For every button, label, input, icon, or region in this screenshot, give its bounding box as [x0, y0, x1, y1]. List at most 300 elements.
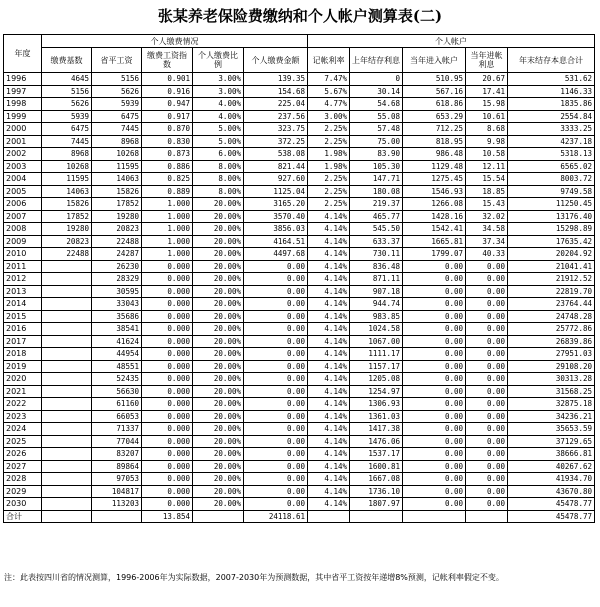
table-cell: 2.25% [308, 123, 350, 136]
table-cell: 1667.08 [350, 473, 403, 486]
table-cell: 1.000 [142, 248, 193, 261]
table-cell: 4.14% [308, 485, 350, 498]
table-cell [42, 260, 92, 273]
table-cell: 2554.84 [508, 110, 595, 123]
table-cell: 8.00% [193, 160, 244, 173]
table-cell: 24287 [92, 248, 142, 261]
table-cell: 0.00 [403, 498, 466, 511]
table-cell: 0.00 [244, 323, 308, 336]
year-cell: 合计 [4, 510, 42, 523]
table-cell: 0.00 [466, 423, 508, 436]
table-cell: 83207 [92, 448, 142, 461]
year-cell: 1996 [4, 73, 42, 86]
table-cell: 139.35 [244, 73, 308, 86]
header-col-current-in: 当年进入帐户 [403, 48, 466, 73]
table-cell: 0.00 [403, 273, 466, 286]
table-cell: 21912.52 [508, 273, 595, 286]
table-cell [193, 510, 244, 523]
table-cell: 1537.17 [350, 448, 403, 461]
table-cell [42, 485, 92, 498]
table-cell: 41934.70 [508, 473, 595, 486]
table-cell: 1125.04 [244, 185, 308, 198]
table-cell: 1.98% [308, 148, 350, 161]
table-cell: 0.00 [403, 423, 466, 436]
table-title: 张某养老保险费缴纳和个人帐户测算表(二) [157, 7, 443, 25]
table-cell: 97053 [92, 473, 142, 486]
table-cell: 10.58 [466, 148, 508, 161]
table-cell: 30313.28 [508, 373, 595, 386]
table-cell: 0.00 [403, 448, 466, 461]
table-cell [42, 410, 92, 423]
table-row [4, 260, 595, 273]
table-cell: 0.00 [244, 423, 308, 436]
table-cell: 1157.17 [350, 360, 403, 373]
year-cell: 2027 [4, 460, 42, 473]
table-cell: 4.14% [308, 435, 350, 448]
table-row [4, 285, 595, 298]
table-cell: 0 [350, 73, 403, 86]
table-cell: 531.62 [508, 73, 595, 86]
table-cell: 7445 [42, 135, 92, 148]
table-cell: 3.00% [193, 85, 244, 98]
table-cell: 4645 [42, 73, 92, 86]
table-cell: 0.000 [142, 298, 193, 311]
table-cell: 1266.08 [403, 198, 466, 211]
table-row [4, 135, 595, 148]
table-cell: 4.14% [308, 298, 350, 311]
table-cell: 20.00% [193, 423, 244, 436]
table-cell: 618.86 [403, 98, 466, 111]
table-cell: 44954 [92, 348, 142, 361]
table-cell: 1736.10 [350, 485, 403, 498]
table-cell: 0.901 [142, 73, 193, 86]
year-cell: 2018 [4, 348, 42, 361]
table-cell: 1067.00 [350, 335, 403, 348]
table-cell: 17852 [92, 198, 142, 211]
year-cell: 2002 [4, 148, 42, 161]
table-cell: 0.00 [403, 435, 466, 448]
table-cell: 35653.59 [508, 423, 595, 436]
year-cell: 2003 [4, 160, 42, 173]
table-cell: 653.29 [403, 110, 466, 123]
year-cell: 1997 [4, 85, 42, 98]
table-cell: 6.00% [193, 148, 244, 161]
table-cell: 180.08 [350, 185, 403, 198]
table-row [4, 373, 595, 386]
table-cell [403, 510, 466, 523]
table-cell: 22819.70 [508, 285, 595, 298]
table-cell: 35686 [92, 310, 142, 323]
table-cell: 1205.08 [350, 373, 403, 386]
total-row [4, 510, 595, 523]
year-cell: 2028 [4, 473, 42, 486]
table-row [4, 185, 595, 198]
table-cell: 5156 [92, 73, 142, 86]
year-cell: 2022 [4, 398, 42, 411]
table-cell: 0.889 [142, 185, 193, 198]
table-cell: 0.000 [142, 335, 193, 348]
table-cell: 11595 [92, 160, 142, 173]
table-cell: 37.34 [466, 235, 508, 248]
year-cell: 2020 [4, 373, 42, 386]
table-cell [42, 298, 92, 311]
table-cell: 4.14% [308, 323, 350, 336]
table-row [4, 248, 595, 261]
table-cell: 20.00% [193, 448, 244, 461]
table-cell: 0.00 [466, 385, 508, 398]
table-row [4, 110, 595, 123]
table-cell: 5626 [42, 98, 92, 111]
table-cell: 8.68 [466, 123, 508, 136]
table-cell: 1.000 [142, 198, 193, 211]
table-cell: 0.000 [142, 460, 193, 473]
table-cell: 0.00 [466, 273, 508, 286]
table-cell: 3333.25 [508, 123, 595, 136]
table-cell: 8003.72 [508, 173, 595, 186]
table-row [4, 385, 595, 398]
year-cell: 2026 [4, 448, 42, 461]
table-row [4, 98, 595, 111]
header-col-year-end-total: 年末结存本息合计 [508, 48, 595, 73]
table-row [4, 198, 595, 211]
table-cell: 0.00 [403, 485, 466, 498]
table-cell: 154.68 [244, 85, 308, 98]
table-cell: 0.00 [244, 298, 308, 311]
table-cell: 6475 [42, 123, 92, 136]
table-cell: 20.00% [193, 498, 244, 511]
table-cell: 1361.03 [350, 410, 403, 423]
table-cell: 0.00 [244, 410, 308, 423]
table-cell: 105.30 [350, 160, 403, 173]
table-cell [42, 273, 92, 286]
table-cell: 48551 [92, 360, 142, 373]
table-cell: 0.00 [403, 285, 466, 298]
table-cell: 3.00% [308, 110, 350, 123]
table-cell [42, 510, 92, 523]
table-cell: 1600.81 [350, 460, 403, 473]
header-col-base: 缴费基数 [42, 48, 92, 73]
table-cell: 818.95 [403, 135, 466, 148]
table-cell: 0.00 [244, 373, 308, 386]
year-cell: 2010 [4, 248, 42, 261]
table-cell: 1546.93 [403, 185, 466, 198]
table-cell [42, 473, 92, 486]
table-cell: 944.74 [350, 298, 403, 311]
table-cell: 1024.58 [350, 323, 403, 336]
table-cell: 20.00% [193, 335, 244, 348]
table-row [4, 423, 595, 436]
table-cell: 11595 [42, 173, 92, 186]
table-cell: 13176.40 [508, 210, 595, 223]
header-col-wage-index: 缴费工资指数 [142, 48, 193, 73]
table-cell: 32.02 [466, 210, 508, 223]
table-cell: 20.00% [193, 360, 244, 373]
table-cell: 0.00 [403, 410, 466, 423]
year-cell: 2009 [4, 235, 42, 248]
table-cell: 0.00 [466, 298, 508, 311]
table-cell: 9.98 [466, 135, 508, 148]
table-cell: 89864 [92, 460, 142, 473]
table-cell: 0.00 [403, 398, 466, 411]
table-cell: 0.000 [142, 498, 193, 511]
table-cell: 2.25% [308, 173, 350, 186]
header-group-account: 个人帐户 [308, 35, 595, 48]
table-row [4, 435, 595, 448]
table-cell: 20.00% [193, 373, 244, 386]
table-cell: 20823 [42, 235, 92, 248]
table-cell: 20204.92 [508, 248, 595, 261]
table-cell: 730.11 [350, 248, 403, 261]
table-cell: 1129.48 [403, 160, 466, 173]
header-year: 年度 [4, 35, 42, 73]
table-cell: 20.00% [193, 460, 244, 473]
table-cell: 13.854 [142, 510, 193, 523]
year-cell: 2013 [4, 285, 42, 298]
table-cell: 14063 [92, 173, 142, 186]
table-cell: 20.00% [193, 323, 244, 336]
table-cell: 0.00 [244, 360, 308, 373]
table-cell: 0.000 [142, 285, 193, 298]
year-cell: 2012 [4, 273, 42, 286]
table-row [4, 173, 595, 186]
table-cell: 712.25 [403, 123, 466, 136]
table-cell: 0.000 [142, 348, 193, 361]
table-cell [350, 510, 403, 523]
table-cell: 45478.77 [508, 498, 595, 511]
table-cell: 0.00 [403, 373, 466, 386]
header-col-rate: 个人缴费比例 [193, 48, 244, 73]
table-cell: 7.47% [308, 73, 350, 86]
table-cell [42, 373, 92, 386]
table-cell: 323.75 [244, 123, 308, 136]
table-cell: 31568.25 [508, 385, 595, 398]
header-col-interest-rate: 记帐利率 [308, 48, 350, 73]
table-cell: 34236.21 [508, 410, 595, 423]
table-row [4, 323, 595, 336]
table-cell: 66053 [92, 410, 142, 423]
year-cell: 1998 [4, 98, 42, 111]
table-cell: 20.00% [193, 260, 244, 273]
table-cell: 26839.86 [508, 335, 595, 348]
table-cell: 52435 [92, 373, 142, 386]
table-cell: 113203 [92, 498, 142, 511]
table-cell: 907.18 [350, 285, 403, 298]
table-cell: 0.00 [244, 335, 308, 348]
table-cell: 15298.89 [508, 223, 595, 236]
table-cell: 19280 [42, 223, 92, 236]
table-cell: 38541 [92, 323, 142, 336]
table-row [4, 123, 595, 136]
table-cell: 4.14% [308, 248, 350, 261]
table-cell: 633.37 [350, 235, 403, 248]
table-cell: 7445 [92, 123, 142, 136]
table-cell: 4.14% [308, 335, 350, 348]
table-cell: 4497.68 [244, 248, 308, 261]
table-cell: 28329 [92, 273, 142, 286]
table-cell: 0.00 [466, 373, 508, 386]
table-cell: 4164.51 [244, 235, 308, 248]
table-cell: 20.67 [466, 73, 508, 86]
table-row [4, 85, 595, 98]
table-cell: 3856.03 [244, 223, 308, 236]
table-row [4, 473, 595, 486]
table-cell: 0.00 [466, 485, 508, 498]
table-row [4, 360, 595, 373]
table-cell: 219.37 [350, 198, 403, 211]
table-cell: 0.00 [466, 310, 508, 323]
table-cell: 6475 [92, 110, 142, 123]
table-cell: 4.14% [308, 285, 350, 298]
table-cell: 3.00% [193, 73, 244, 86]
table-cell: 0.000 [142, 360, 193, 373]
table-cell: 0.000 [142, 310, 193, 323]
table-cell: 0.00 [244, 285, 308, 298]
table-cell: 4.77% [308, 98, 350, 111]
table-cell: 0.000 [142, 423, 193, 436]
year-cell: 2017 [4, 335, 42, 348]
header-row-columns [4, 48, 595, 73]
table-cell: 30595 [92, 285, 142, 298]
table-row [4, 298, 595, 311]
table-cell: 17852 [42, 210, 92, 223]
table-cell: 27951.03 [508, 348, 595, 361]
table-cell: 4.14% [308, 473, 350, 486]
table-cell: 104817 [92, 485, 142, 498]
table-cell: 237.56 [244, 110, 308, 123]
table-cell: 1428.16 [403, 210, 466, 223]
table-cell: 21041.41 [508, 260, 595, 273]
header-row-groups [4, 35, 595, 48]
table-cell: 17635.42 [508, 235, 595, 248]
table-cell: 3570.40 [244, 210, 308, 223]
table-cell: 37129.65 [508, 435, 595, 448]
table-cell: 0.00 [244, 260, 308, 273]
table-cell: 40.33 [466, 248, 508, 261]
header-col-amount: 个人缴费金额 [244, 48, 308, 73]
table-cell: 0.00 [403, 323, 466, 336]
table-cell: 0.000 [142, 473, 193, 486]
year-cell: 2029 [4, 485, 42, 498]
table-cell: 61160 [92, 398, 142, 411]
table-cell: 1275.45 [403, 173, 466, 186]
table-cell: 0.00 [403, 310, 466, 323]
table-cell: 1111.17 [350, 348, 403, 361]
table-cell: 0.00 [466, 473, 508, 486]
table-cell: 20.00% [193, 398, 244, 411]
table-cell: 24118.61 [244, 510, 308, 523]
table-cell: 4237.18 [508, 135, 595, 148]
table-row [4, 73, 595, 86]
table-cell: 0.000 [142, 435, 193, 448]
table-cell: 0.00 [244, 460, 308, 473]
table-cell: 41624 [92, 335, 142, 348]
table-cell: 0.00 [466, 410, 508, 423]
table-cell: 6565.02 [508, 160, 595, 173]
table-cell [42, 423, 92, 436]
table-cell: 1835.86 [508, 98, 595, 111]
table-cell: 372.25 [244, 135, 308, 148]
year-cell: 2006 [4, 198, 42, 211]
table-cell: 8.00% [193, 185, 244, 198]
table-cell: 4.14% [308, 273, 350, 286]
table-cell: 0.000 [142, 448, 193, 461]
table-cell: 1799.07 [403, 248, 466, 261]
table-cell: 225.04 [244, 98, 308, 111]
table-cell: 147.71 [350, 173, 403, 186]
table-row [4, 273, 595, 286]
table-cell: 0.00 [466, 448, 508, 461]
table-cell: 0.000 [142, 398, 193, 411]
table-cell: 1254.97 [350, 385, 403, 398]
table-cell: 45478.77 [508, 510, 595, 523]
table-cell: 10268 [42, 160, 92, 173]
table-cell: 4.14% [308, 310, 350, 323]
table-row [4, 410, 595, 423]
table-cell: 20.00% [193, 285, 244, 298]
table-cell: 24748.28 [508, 310, 595, 323]
pension-table [3, 34, 595, 523]
table-cell: 20.00% [193, 485, 244, 498]
header-col-current-interest: 当年进帐利息 [466, 48, 508, 73]
table-row [4, 448, 595, 461]
table-row [4, 348, 595, 361]
table-cell: 545.50 [350, 223, 403, 236]
table-cell: 0.00 [466, 260, 508, 273]
year-cell: 2008 [4, 223, 42, 236]
table-cell: 5939 [42, 110, 92, 123]
table-cell: 3165.20 [244, 198, 308, 211]
table-cell: 0.00 [466, 398, 508, 411]
table-cell: 4.14% [308, 460, 350, 473]
table-cell: 8.00% [193, 173, 244, 186]
table-cell: 20.00% [193, 348, 244, 361]
table-cell: 14063 [42, 185, 92, 198]
year-cell: 2000 [4, 123, 42, 136]
year-cell: 2014 [4, 298, 42, 311]
table-cell: 4.14% [308, 223, 350, 236]
table-cell: 20.00% [193, 235, 244, 248]
table-cell: 927.60 [244, 173, 308, 186]
table-cell: 0.947 [142, 98, 193, 111]
table-cell: 4.14% [308, 360, 350, 373]
table-cell: 5.00% [193, 123, 244, 136]
year-cell: 2025 [4, 435, 42, 448]
table-cell: 10.61 [466, 110, 508, 123]
table-cell: 40267.62 [508, 460, 595, 473]
year-cell: 2015 [4, 310, 42, 323]
table-cell: 0.00 [403, 360, 466, 373]
table-cell: 26230 [92, 260, 142, 273]
table-cell: 1665.81 [403, 235, 466, 248]
table-cell: 0.000 [142, 485, 193, 498]
table-cell [42, 348, 92, 361]
table-cell [42, 498, 92, 511]
table-cell: 22488 [42, 248, 92, 261]
table-cell: 15.54 [466, 173, 508, 186]
table-cell: 0.000 [142, 373, 193, 386]
table-cell: 29108.20 [508, 360, 595, 373]
table-cell: 0.00 [466, 335, 508, 348]
table-cell: 5.00% [193, 135, 244, 148]
table-cell: 15.98 [466, 98, 508, 111]
table-cell: 15826 [42, 198, 92, 211]
table-cell [42, 435, 92, 448]
table-cell: 20.00% [193, 223, 244, 236]
table-cell: 0.00 [244, 473, 308, 486]
table-cell [42, 398, 92, 411]
year-cell: 2001 [4, 135, 42, 148]
table-row [4, 398, 595, 411]
